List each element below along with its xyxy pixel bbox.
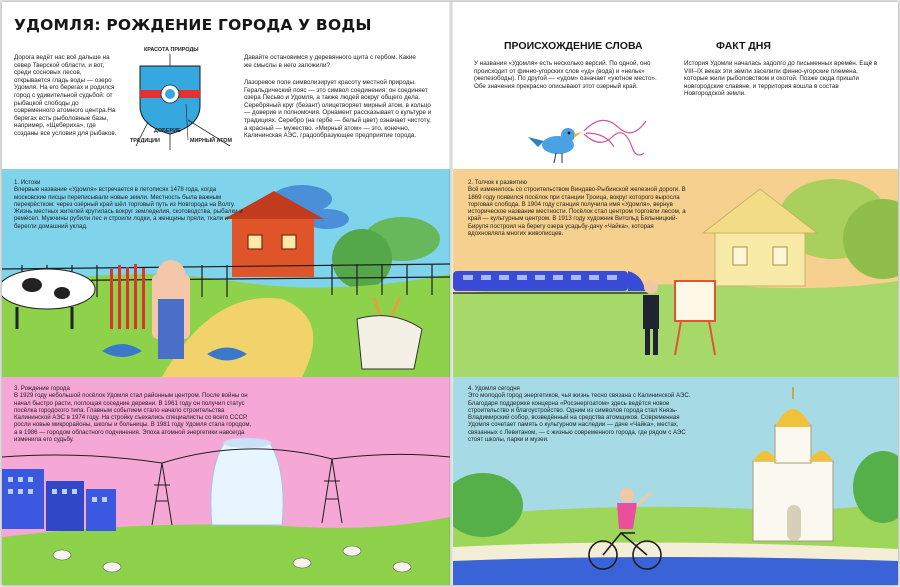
panel-development-heading: 2. Толчок к развитию — [468, 179, 527, 186]
panel-origins-body: Впервые название «Удомля» встречается в летописях 1478 года, когда московские писцы переписывали новые земли. Местность была важным перекрёстком: через озёрный край шёл торговый путь из Новгорода на Волгу. Жизнь местных жителей крутилась вокруг земледелия, скотоводства, рыбалки и ремёсел. Мужчины рубили лес и строили лодки, а женщины пряли, ткали и берегли домашний уклад. — [14, 186, 243, 230]
panel-development — [453, 169, 898, 377]
magazine-spread — [2, 2, 898, 585]
panel-development-text — [468, 179, 686, 237]
panel-development-body: Всё изменилось со строительством Виндаво-Рыбинской железной дороги. В 1869 году появился посёлок при станции Троица, вокруг которого выросла торговая слобода. В 1904 году станция получила имя «Удомля», вернув историческое название местности. Посёлок стал центром торговли лесом, а край — культурным центром. В 1913 году художник Витольд Бялыницкий-Бируля построил на берегу озера усадьбу-дачу «Чайка», которая вдохновляла многих живописцев. — [468, 186, 686, 238]
panel-today-heading: 4. Удомля сегодня — [468, 385, 520, 392]
emblem-label-beauty: КРАСОТА ПРИРОДЫ — [144, 47, 199, 53]
origin-text: У названия «Удомля» есть несколько версий. По одной, оно происходит от финно-угорских слов «уд» (вода) и «нельк» (железободы). По другой — «удом» означает «уютное место». Обе значения прекрасно описывают этот озерный край. — [474, 60, 657, 90]
emblem-label-trust: ДОБЕРИЕ — [154, 128, 181, 134]
panel-today-body: Это молодой город энергетиков, чья жизнь тесно связана с Калининской АЭС. Благодаря поддержке концерна «Росэнергоатом» здесь ведётся новое строительство и благоустройство. Одним из символов города стал Князь-Владимирский собор, возведённый на средства атомщиков. Современная Удомля сочетает память о культурном наследии — даче «Чайка», местах, связанных с Левитаном, — с жизнью современного города, где рядом с АЭС стоят школы, парки и музеи. — [468, 392, 691, 444]
bird-icon — [522, 107, 652, 167]
emblem-description: Лазоревое поле символизирует красоту местной природы. Геральдический пояс — это символ соединения: он соединяет озера Песьво и Удомля, а также людей вокруг общего дела. Серебряный круг (безант) олицетворяет мирный атом, в кольцо — доверие и полномочия. Орнамент рассказывает о культуре и традициях. Серебро (на гербе — белый цвет) означает чистоту, а красный — мужество. «Мирный атом» — это, конечно, Калининская АЭС, градообразующее предприятие города. — [244, 79, 432, 140]
panel-origins-heading: 1. Истоки — [14, 179, 41, 186]
panel-today — [453, 377, 898, 585]
panel-today-text — [468, 385, 700, 443]
fact-text: История Удомли началась задолго до письменных времён. Ещё в VIII–IX веках эти земли заселили финно-угорские племена, которые жили рыболовством и охотой. Позже сюда пришли новгородские славяне, и территория вошла в состав Новгородской земли. — [684, 60, 878, 98]
page-title: УДОМЛЯ: РОЖДЕНИЕ ГОРОДА У ВОДЫ — [14, 16, 372, 34]
panel-city-birth-body: В 1929 году небольшой посёлок Удомля стал районным центром. После войны он начал быстро расти, поглощая соседние деревни. В 1961 году он получил статус посёлка городского типа. Главным событием стало начало строительства Калининской АЭС в 1974 году. На стройку съехались специалисты со всего СССР, росли новые микрорайоны, школы и больницы. В 1981 году Удомля стала городом, а в 1986 — городом областного подчинения. Эпоха атомной энергетики навсегда изменила его судьбу. — [14, 392, 252, 444]
emblem-label-traditions: ТРАДИЦИИ — [130, 138, 160, 144]
panel-city-birth-heading: 3. Рождение города — [14, 385, 70, 392]
origin-heading: ПРОИСХОЖДЕНИЕ СЛОВА — [504, 40, 643, 52]
emblem-label-atom: МИРНЫЙ АТОМ — [190, 138, 232, 144]
panel-city-birth — [2, 377, 450, 585]
intro-text: Дорога ведёт нас всё дальше на север Тверской области, и вот, среди сосновых лесов, открывается гладь воды — озеро Удомля. На его берегах и родился город с удивительной судьбой: от рыбацкой слободы до современного атомного центра.На берегах есть рыболовные базы, например, «Щебериха», где созданы все условия для рыбаков. — [14, 54, 117, 137]
panel-origins — [2, 169, 450, 377]
emblem-question: Давайте остановимся у деревянного щита с гербом. Какие же смыслы в него заложили? — [244, 54, 416, 69]
spread-gutter — [449, 2, 453, 585]
panel-origins-text — [14, 179, 250, 230]
panel-city-birth-text — [14, 385, 252, 443]
fact-heading: ФАКТ ДНЯ — [716, 40, 771, 52]
